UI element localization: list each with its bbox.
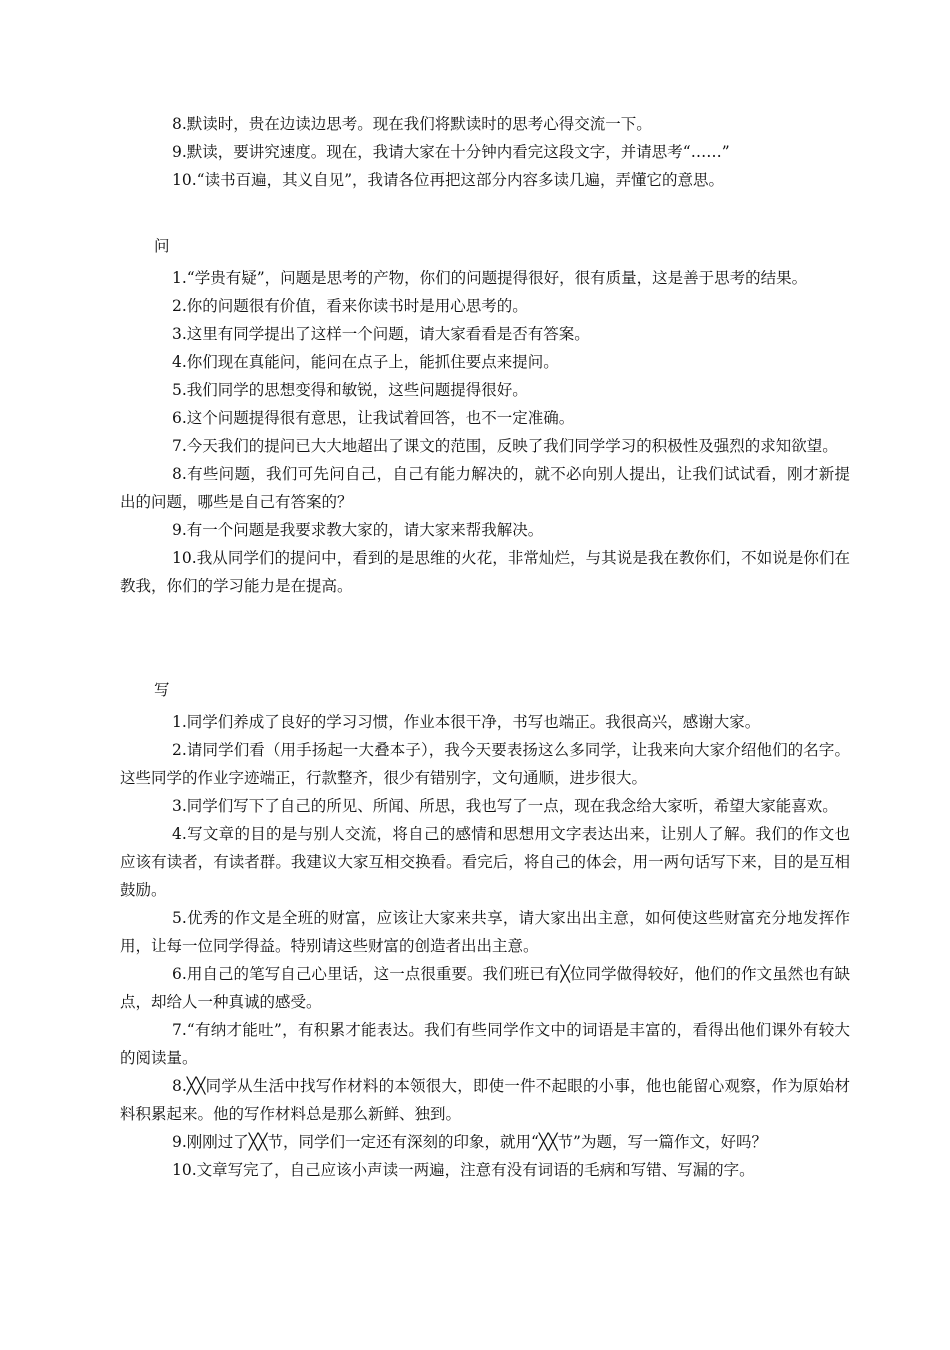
section-asking xyxy=(120,232,850,600)
list-item: 7.“有纳才能吐”，有积累才能表达。我们有些同学作文中的词语是丰富的，看得出他们课外有较大的阅读量。 xyxy=(120,1021,850,1067)
list-item: 9.有一个问题是我要求教大家的，请大家来帮我解决。 xyxy=(172,521,544,539)
section-reading-tips xyxy=(120,110,850,194)
section-heading: 问 xyxy=(154,237,170,255)
section-heading: 写 xyxy=(154,681,170,699)
list-item: 6.这个问题提得很有意思，让我试着回答，也不一定准确。 xyxy=(172,409,575,427)
list-item: 1.“学贵有疑”，问题是思考的产物，你们的问题提得很好，很有质量，这是善于思考的结果。 xyxy=(172,269,808,287)
list-item: 5.优秀的作文是全班的财富，应该让大家来共享，请大家出出主意，如何使这些财富充分地发挥作用，让每一位同学得益。特别请这些财富的创造者出出主意。 xyxy=(120,909,850,955)
list-item: 5.我们同学的思想变得和敏锐，这些问题提得很好。 xyxy=(172,381,528,399)
list-item: 4.你们现在真能问，能问在点子上，能抓住要点来提问。 xyxy=(172,353,559,371)
list-item: 2.请同学们看（用手扬起一大叠本子），我今天要表扬这么多同学，让我来向大家介绍他们的名字。这些同学的作业字迹端正，行款整齐，很少有错别字，文句通顺，进步很大。 xyxy=(120,741,850,787)
list-item: 3.同学们写下了自己的所见、所闻、所思，我也写了一点，现在我念给大家听，希望大家能喜欢。 xyxy=(172,797,838,815)
list-item: 9.默读，要讲究速度。现在，我请大家在十分钟内看完这段文字，并请思考“……” xyxy=(172,143,730,161)
list-item: 8.有些问题，我们可先问自己，自己有能力解决的，就不必向别人提出，让我们试试看，刚才新提出的问题，哪些是自己有答案的？ xyxy=(120,465,850,511)
list-item: 10.文章写完了，自己应该小声读一两遍，注意有没有词语的毛病和写错、写漏的字。 xyxy=(172,1161,755,1179)
list-item: 3.这里有同学提出了这样一个问题，请大家看看是否有答案。 xyxy=(172,325,590,343)
list-item: 8.╳╳同学从生活中找写作材料的本领很大，即使一件不起眼的小事，他也能留心观察，作为原始材料积累起来。他的写作材料总是那么新鲜、独到。 xyxy=(120,1077,850,1123)
section-writing xyxy=(120,676,850,1184)
list-item: 10.我从同学们的提问中，看到的是思维的火花，非常灿烂，与其说是我在教你们，不如说是你们在教我，你们的学习能力是在提高。 xyxy=(120,549,850,595)
list-item: 10.“读书百遍，其义自见”，我请各位再把这部分内容多读几遍，弄懂它的意思。 xyxy=(172,171,725,189)
list-item: 1.同学们养成了良好的学习习惯，作业本很干净，书写也端正。我很高兴，感谢大家。 xyxy=(172,713,761,731)
list-item: 7.今天我们的提问已大大地超出了课文的范围，反映了我们同学学习的积极性及强烈的求知欲望。 xyxy=(172,437,838,455)
list-item: 4.写文章的目的是与别人交流，将自己的感情和思想用文字表达出来，让别人了解。我们的作文也应该有读者，有读者群。我建议大家互相交换看。看完后，将自己的体会，用一两句话写下来，目的是互相鼓励。 xyxy=(120,825,850,899)
list-item: 2.你的问题很有价值，看来你读书时是用心思考的。 xyxy=(172,297,528,315)
list-item: 8.默读时，贵在边读边思考。现在我们将默读时的思考心得交流一下。 xyxy=(172,115,652,133)
list-item: 9.刚刚过了╳╳节，同学们一定还有深刻的印象，就用“╳╳节”为题，写一篇作文，好吗？ xyxy=(172,1133,767,1151)
list-item: 6.用自己的笔写自己心里话，这一点很重要。我们班已有╳位同学做得较好，他们的作文虽然也有缺点，却给人一种真诚的感受。 xyxy=(120,965,850,1011)
